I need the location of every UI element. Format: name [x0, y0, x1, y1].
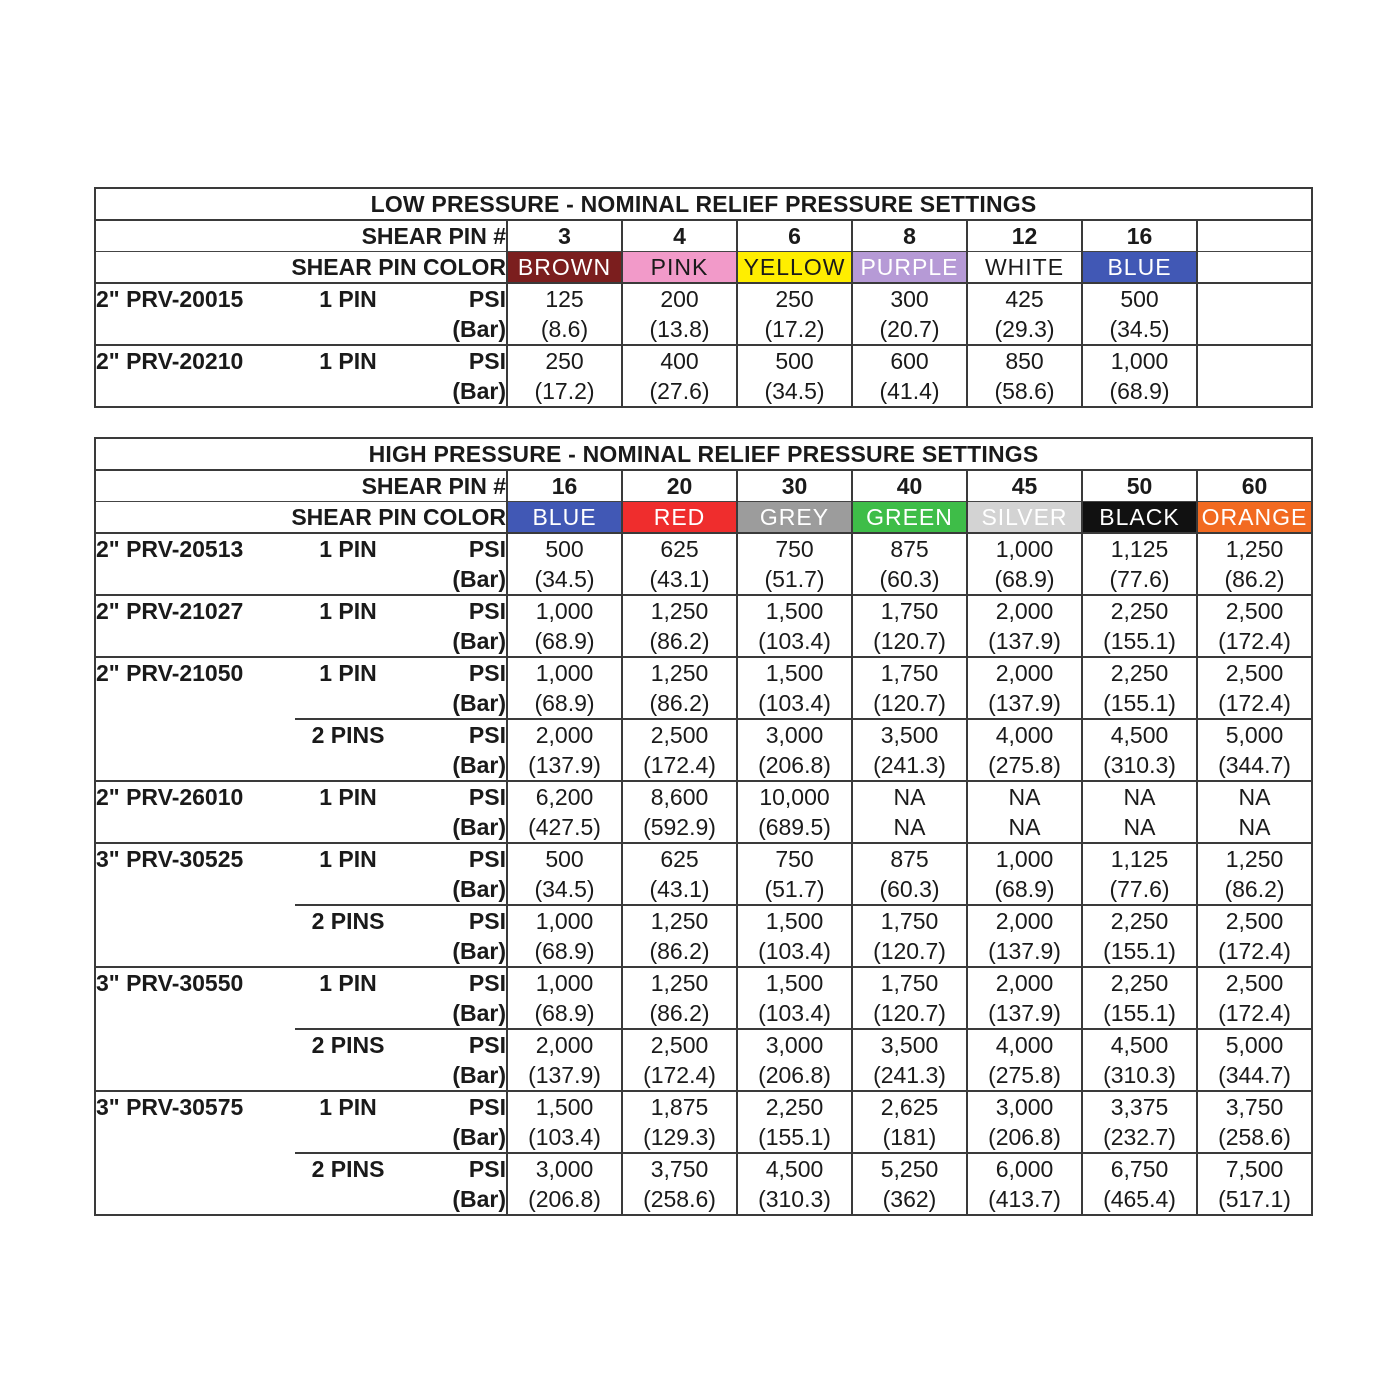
bar-value: (258.6) [1197, 1122, 1312, 1153]
pin-count-label: 2 PINS [311, 722, 385, 748]
empty-cell [1197, 252, 1312, 284]
psi-value: 2,500 [622, 1029, 737, 1060]
bar-value: (86.2) [1197, 564, 1312, 595]
psi-value: 750 [737, 533, 852, 564]
psi-value: 2,250 [1082, 657, 1197, 688]
psi-value: 2,250 [737, 1091, 852, 1122]
shear-pin-number: 8 [852, 220, 967, 252]
shear-pin-color-swatch: PINK [622, 252, 737, 284]
shear-pin-number-label: SHEAR PIN # [95, 470, 507, 502]
model-label: 2" PRV-20513 [96, 536, 244, 562]
psi-value: 425 [967, 283, 1082, 314]
model-label: 2" PRV-21027 [96, 598, 244, 624]
bar-value: (465.4) [1082, 1184, 1197, 1215]
bar-value: (120.7) [852, 688, 967, 719]
model-cell [95, 812, 295, 843]
bar-value: (51.7) [737, 874, 852, 905]
pin-count-cell [295, 314, 401, 345]
bar-value: (120.7) [852, 936, 967, 967]
psi-value: 400 [622, 345, 737, 376]
psi-value: 1,125 [1082, 843, 1197, 874]
psi-value: 875 [852, 533, 967, 564]
psi-value: 300 [852, 283, 967, 314]
pin-count-cell [295, 998, 401, 1029]
shear-pin-color-swatch: ORANGE [1197, 502, 1312, 534]
psi-value: 200 [622, 283, 737, 314]
model-cell [95, 626, 295, 657]
psi-value: 3,500 [852, 1029, 967, 1060]
model-cell [95, 1122, 295, 1153]
psi-unit-label: PSI [468, 722, 506, 748]
pin-count-cell [295, 750, 401, 781]
bar-value: (68.9) [967, 874, 1082, 905]
model-label: 2" PRV-20015 [96, 286, 244, 312]
shear-pin-number: 50 [1082, 470, 1197, 502]
empty-cell [1197, 220, 1312, 252]
bar-unit-label: (Bar) [401, 874, 507, 905]
psi-unit-label: PSI [468, 970, 506, 996]
bar-value: (8.6) [507, 314, 622, 345]
bar-value: (17.2) [737, 314, 852, 345]
bar-unit-label: (Bar) [401, 812, 507, 843]
psi-value [1197, 283, 1312, 314]
psi-value: 4,000 [967, 1029, 1082, 1060]
psi-value: NA [1197, 781, 1312, 812]
model-label: 2" PRV-26010 [96, 784, 244, 810]
bar-value: (275.8) [967, 1060, 1082, 1091]
table-title: HIGH PRESSURE - NOMINAL RELIEF PRESSURE SETTINGS [95, 438, 1312, 470]
psi-value: 2,250 [1082, 967, 1197, 998]
bar-value: (362) [852, 1184, 967, 1215]
psi-value: 500 [507, 533, 622, 564]
psi-value: 2,500 [1197, 657, 1312, 688]
psi-value: 1,000 [507, 967, 622, 998]
model-cell [95, 719, 295, 750]
bar-value: (51.7) [737, 564, 852, 595]
model-cell [95, 1153, 295, 1184]
shear-pin-number: 30 [737, 470, 852, 502]
bar-value: (103.4) [507, 1122, 622, 1153]
psi-value: 1,250 [622, 595, 737, 626]
bar-value: (103.4) [737, 688, 852, 719]
psi-value: 1,000 [507, 657, 622, 688]
psi-value: 1,250 [622, 905, 737, 936]
bar-unit-label: (Bar) [452, 1186, 506, 1212]
pin-count-label: 2 PINS [311, 1156, 385, 1182]
bar-value: (43.1) [622, 874, 737, 905]
pin-count-label: 1 PIN [319, 1094, 377, 1120]
psi-unit-label: PSI [468, 348, 506, 374]
shear-pin-number: 20 [622, 470, 737, 502]
psi-value: 2,500 [1197, 967, 1312, 998]
bar-value: (275.8) [967, 750, 1082, 781]
pin-count-label: 1 PIN [319, 536, 377, 562]
psi-unit-label: PSI [468, 1032, 506, 1058]
shear-pin-color-swatch: WHITE [967, 252, 1082, 284]
psi-value: 2,000 [967, 657, 1082, 688]
shear-pin-number: 12 [967, 220, 1082, 252]
bar-value: (103.4) [737, 626, 852, 657]
bar-unit-label: (Bar) [401, 688, 507, 719]
psi-value: 3,500 [852, 719, 967, 750]
pin-count-cell [295, 626, 401, 657]
pin-count-label: 1 PIN [319, 286, 377, 312]
psi-value: 8,600 [622, 781, 737, 812]
bar-value: (68.9) [1082, 376, 1197, 407]
bar-value: (86.2) [622, 998, 737, 1029]
psi-value: NA [967, 781, 1082, 812]
bar-value: (517.1) [1197, 1184, 1312, 1215]
shear-pin-color-label: SHEAR PIN COLOR [95, 502, 507, 534]
psi-unit-label: PSI [468, 784, 506, 810]
psi-value: 6,200 [507, 781, 622, 812]
psi-value: 2,500 [1197, 595, 1312, 626]
bar-value: (68.9) [507, 936, 622, 967]
psi-value: 500 [737, 345, 852, 376]
bar-value: (60.3) [852, 564, 967, 595]
bar-value: (34.5) [737, 376, 852, 407]
bar-value: (689.5) [737, 812, 852, 843]
psi-value: 2,625 [852, 1091, 967, 1122]
psi-value: 1,000 [507, 905, 622, 936]
shear-pin-color-swatch: BLACK [1082, 502, 1197, 534]
psi-value: 750 [737, 843, 852, 874]
psi-value: NA [1082, 781, 1197, 812]
pin-count-label: 1 PIN [319, 970, 377, 996]
bar-value: (34.5) [1082, 314, 1197, 345]
bar-value: (68.9) [507, 998, 622, 1029]
psi-value: 4,500 [1082, 1029, 1197, 1060]
pin-count-cell [295, 1122, 401, 1153]
shear-pin-color-label: SHEAR PIN COLOR [95, 252, 507, 284]
bar-value: (86.2) [622, 688, 737, 719]
pin-count-cell [295, 874, 401, 905]
model-cell [95, 936, 295, 967]
table-title: LOW PRESSURE - NOMINAL RELIEF PRESSURE SETTINGS [95, 188, 1312, 220]
psi-unit-label: PSI [468, 1094, 506, 1120]
bar-value: (120.7) [852, 998, 967, 1029]
bar-value: (172.4) [622, 1060, 737, 1091]
pin-count-cell [295, 1060, 401, 1091]
psi-value: 5,000 [1197, 719, 1312, 750]
bar-value: (137.9) [507, 750, 622, 781]
bar-value: NA [852, 812, 967, 843]
model-label: 3" PRV-30575 [96, 1094, 244, 1120]
bar-value: (310.3) [1082, 1060, 1197, 1091]
psi-value: 2,000 [967, 595, 1082, 626]
bar-value: (77.6) [1082, 564, 1197, 595]
shear-pin-color-swatch: GREY [737, 502, 852, 534]
bar-value: (120.7) [852, 626, 967, 657]
bar-value: (232.7) [1082, 1122, 1197, 1153]
psi-value: 625 [622, 843, 737, 874]
psi-value: 1,500 [737, 905, 852, 936]
pin-count-cell [295, 812, 401, 843]
shear-pin-number: 60 [1197, 470, 1312, 502]
bar-value: (20.7) [852, 314, 967, 345]
psi-value: 3,000 [967, 1091, 1082, 1122]
bar-value [1197, 376, 1312, 407]
pin-count-cell [295, 564, 401, 595]
high-pressure-table [94, 437, 1313, 1216]
psi-value: 6,750 [1082, 1153, 1197, 1184]
bar-unit-label: (Bar) [401, 1122, 507, 1153]
bar-value: (137.9) [967, 626, 1082, 657]
bar-value: (137.9) [967, 998, 1082, 1029]
bar-unit-label: (Bar) [401, 564, 507, 595]
shear-pin-number: 4 [622, 220, 737, 252]
model-cell [95, 1029, 295, 1060]
psi-value: 2,000 [967, 967, 1082, 998]
bar-value: (172.4) [1197, 998, 1312, 1029]
bar-value: (137.9) [507, 1060, 622, 1091]
bar-value: (172.4) [622, 750, 737, 781]
bar-value: (155.1) [1082, 936, 1197, 967]
psi-value: 1,000 [507, 595, 622, 626]
bar-value: (86.2) [622, 626, 737, 657]
pin-count-label: 1 PIN [319, 598, 377, 624]
shear-pin-color-swatch: BROWN [507, 252, 622, 284]
bar-value: (68.9) [507, 626, 622, 657]
pin-count-label: 1 PIN [319, 846, 377, 872]
bar-value: (86.2) [1197, 874, 1312, 905]
pin-count-cell [295, 936, 401, 967]
psi-value: 500 [507, 843, 622, 874]
psi-value: 3,000 [737, 1029, 852, 1060]
bar-value: (310.3) [1082, 750, 1197, 781]
psi-value: 4,500 [737, 1153, 852, 1184]
bar-value: (172.4) [1197, 626, 1312, 657]
psi-unit-label: PSI [468, 536, 506, 562]
psi-value: 6,000 [967, 1153, 1082, 1184]
psi-value: 850 [967, 345, 1082, 376]
shear-pin-color-swatch: YELLOW [737, 252, 852, 284]
pin-count-label: 2 PINS [311, 1032, 385, 1058]
pin-count-label: 2 PINS [311, 908, 385, 934]
bar-value: (181) [852, 1122, 967, 1153]
psi-value: 1,000 [1082, 345, 1197, 376]
psi-value: 1,250 [622, 657, 737, 688]
model-cell [95, 905, 295, 936]
psi-value: 500 [1082, 283, 1197, 314]
pin-count-cell [295, 376, 401, 407]
bar-value: NA [1082, 812, 1197, 843]
psi-value: 1,000 [967, 533, 1082, 564]
bar-value: (241.3) [852, 1060, 967, 1091]
psi-value: 3,750 [1197, 1091, 1312, 1122]
model-label: 3" PRV-30525 [96, 846, 244, 872]
bar-value: (258.6) [622, 1184, 737, 1215]
bar-unit-label: (Bar) [401, 750, 507, 781]
bar-value: (77.6) [1082, 874, 1197, 905]
psi-value: 625 [622, 533, 737, 564]
bar-unit-label: (Bar) [401, 1060, 507, 1091]
bar-value: (241.3) [852, 750, 967, 781]
pin-count-label: 1 PIN [319, 784, 377, 810]
psi-value: 1,500 [737, 657, 852, 688]
psi-unit-label: PSI [468, 908, 506, 934]
bar-value: (137.9) [967, 688, 1082, 719]
bar-value: NA [967, 812, 1082, 843]
psi-value: 10,000 [737, 781, 852, 812]
psi-value: 3,375 [1082, 1091, 1197, 1122]
psi-value: 1,500 [737, 595, 852, 626]
shear-pin-number: 45 [967, 470, 1082, 502]
psi-value: 5,250 [852, 1153, 967, 1184]
bar-value: (206.8) [737, 750, 852, 781]
bar-unit-label: (Bar) [401, 314, 507, 345]
psi-unit-label: PSI [468, 286, 506, 312]
psi-unit-label: PSI [468, 598, 506, 624]
pin-count-cell [295, 688, 401, 719]
psi-value: 7,500 [1197, 1153, 1312, 1184]
bar-value: (13.8) [622, 314, 737, 345]
bar-unit-label: (Bar) [452, 378, 506, 404]
psi-value: 1,875 [622, 1091, 737, 1122]
psi-value: 4,500 [1082, 719, 1197, 750]
psi-unit-label: PSI [468, 846, 506, 872]
bar-value: (155.1) [1082, 688, 1197, 719]
psi-value: 5,000 [1197, 1029, 1312, 1060]
bar-value: (68.9) [967, 564, 1082, 595]
model-cell [95, 314, 295, 345]
bar-value: (592.9) [622, 812, 737, 843]
psi-value: 1,250 [1197, 533, 1312, 564]
bar-value: (344.7) [1197, 750, 1312, 781]
shear-pin-number-label: SHEAR PIN # [95, 220, 507, 252]
bar-value: (172.4) [1197, 936, 1312, 967]
shear-pin-number: 16 [507, 470, 622, 502]
bar-value: (155.1) [737, 1122, 852, 1153]
psi-value: 2,500 [622, 719, 737, 750]
bar-value: (29.3) [967, 314, 1082, 345]
bar-value: (129.3) [622, 1122, 737, 1153]
bar-value: (137.9) [967, 936, 1082, 967]
psi-value: 1,000 [967, 843, 1082, 874]
bar-unit-label: (Bar) [401, 626, 507, 657]
model-cell [95, 1184, 295, 1215]
bar-value: (155.1) [1082, 626, 1197, 657]
psi-value: 1,500 [507, 1091, 622, 1122]
psi-value: 125 [507, 283, 622, 314]
pin-count-cell [295, 1184, 401, 1215]
shear-pin-number: 6 [737, 220, 852, 252]
bar-value: (41.4) [852, 376, 967, 407]
model-cell [95, 688, 295, 719]
shear-pin-color-swatch: PURPLE [852, 252, 967, 284]
psi-value: 3,750 [622, 1153, 737, 1184]
model-cell [95, 874, 295, 905]
bar-value: (206.8) [967, 1122, 1082, 1153]
bar-value: (155.1) [1082, 998, 1197, 1029]
psi-value: 2,250 [1082, 905, 1197, 936]
psi-value [1197, 345, 1312, 376]
bar-unit-label: (Bar) [401, 936, 507, 967]
pin-count-label: 1 PIN [319, 660, 377, 686]
model-cell [95, 1060, 295, 1091]
psi-value: 250 [737, 283, 852, 314]
bar-value: (413.7) [967, 1184, 1082, 1215]
psi-value: 2,000 [507, 719, 622, 750]
bar-value: (206.8) [737, 1060, 852, 1091]
psi-value: 1,250 [1197, 843, 1312, 874]
psi-value: 1,750 [852, 905, 967, 936]
psi-value: 3,000 [737, 719, 852, 750]
psi-value: 1,750 [852, 657, 967, 688]
bar-value: (58.6) [967, 376, 1082, 407]
psi-value: 1,750 [852, 967, 967, 998]
psi-value: 600 [852, 345, 967, 376]
psi-value: 2,000 [507, 1029, 622, 1060]
bar-value [1197, 314, 1312, 345]
psi-value: 1,125 [1082, 533, 1197, 564]
bar-value: (86.2) [622, 936, 737, 967]
shear-pin-color-swatch: RED [622, 502, 737, 534]
psi-value: 2,500 [1197, 905, 1312, 936]
model-cell [95, 376, 295, 407]
psi-value: 3,000 [507, 1153, 622, 1184]
model-label: 2" PRV-20210 [96, 348, 244, 374]
psi-value: 1,250 [622, 967, 737, 998]
shear-pin-color-swatch: SILVER [967, 502, 1082, 534]
psi-value: 1,500 [737, 967, 852, 998]
bar-value: (43.1) [622, 564, 737, 595]
model-cell [95, 564, 295, 595]
psi-value: 250 [507, 345, 622, 376]
psi-value: 2,000 [967, 905, 1082, 936]
bar-value: (68.9) [507, 688, 622, 719]
shear-pin-number: 16 [1082, 220, 1197, 252]
bar-value: (103.4) [737, 998, 852, 1029]
model-cell [95, 998, 295, 1029]
bar-unit-label: (Bar) [401, 998, 507, 1029]
psi-value: NA [852, 781, 967, 812]
bar-value: NA [1197, 812, 1312, 843]
psi-value: 1,750 [852, 595, 967, 626]
shear-pin-color-swatch: GREEN [852, 502, 967, 534]
model-label: 2" PRV-21050 [96, 660, 244, 686]
psi-unit-label: PSI [468, 660, 506, 686]
bar-value: (27.6) [622, 376, 737, 407]
bar-value: (206.8) [507, 1184, 622, 1215]
shear-pin-number: 3 [507, 220, 622, 252]
psi-value: 4,000 [967, 719, 1082, 750]
bar-value: (427.5) [507, 812, 622, 843]
model-cell [95, 750, 295, 781]
bar-value: (310.3) [737, 1184, 852, 1215]
low-pressure-table [94, 187, 1313, 408]
pin-count-label: 1 PIN [319, 348, 377, 374]
bar-value: (34.5) [507, 874, 622, 905]
bar-value: (60.3) [852, 874, 967, 905]
bar-value: (17.2) [507, 376, 622, 407]
bar-value: (172.4) [1197, 688, 1312, 719]
psi-value: 875 [852, 843, 967, 874]
shear-pin-color-swatch: BLUE [1082, 252, 1197, 284]
shear-pin-color-swatch: BLUE [507, 502, 622, 534]
shear-pin-number: 40 [852, 470, 967, 502]
bar-value: (103.4) [737, 936, 852, 967]
psi-unit-label: PSI [468, 1156, 506, 1182]
bar-value: (34.5) [507, 564, 622, 595]
bar-value: (344.7) [1197, 1060, 1312, 1091]
model-label: 3" PRV-30550 [96, 970, 244, 996]
psi-value: 2,250 [1082, 595, 1197, 626]
